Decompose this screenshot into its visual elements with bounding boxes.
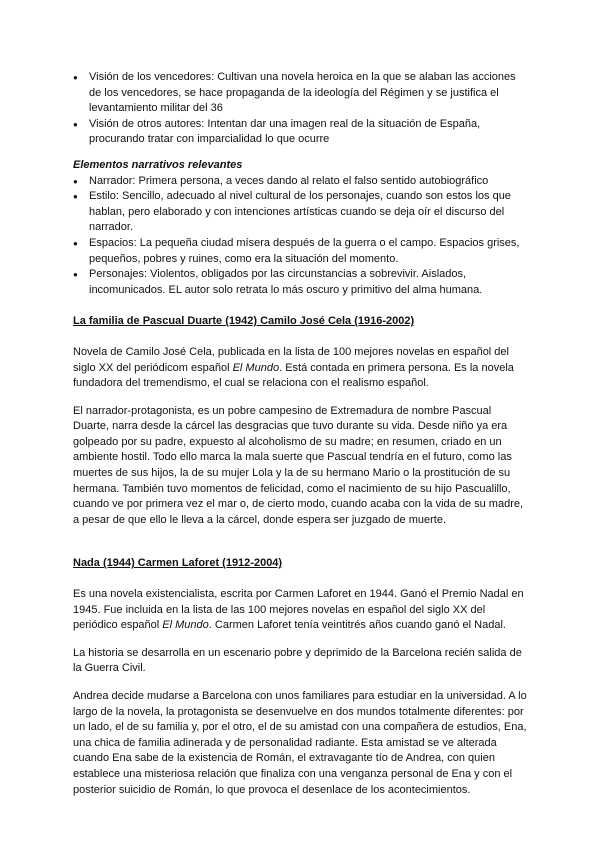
text-span: . Está contada en primera persona. Es la novela fundadora del tremendismo, el cual se relaciona con el realismo español.: [73, 361, 514, 390]
newspaper-name: El Mundo: [162, 619, 209, 632]
elementos-list: [73, 174, 528, 299]
vision-list: [73, 70, 528, 148]
pascual-title: La familia de Pascual Duarte (1942) Camilo José Cela (1916-2002): [73, 315, 415, 328]
nada-paragraph-3: Andrea decide mudarse a Barcelona con unos familiares para estudiar en la universidad. A lo largo de la novela, la protagonista se desenvuelve en dos mundos totalmente diferentes: por un lado, el de su familia y, por el otro, el de su amistad con una compañera de estudios, Ena, una chica de familia adinerada y de personalidad radiante. Esta amistad se ve alterada cuando Ena sabe de la existencia de Román, el extravagante tío de Andrea, con quien establece una misteriosa relación que finaliza con una venganza personal de Ena y con el posterior suicidio de Román, lo que provoca el desenlace de los acontecimientos.: [73, 690, 527, 796]
text-span: . Carmen Laforet tenía veintitrés años cuando ganó el Nadal.: [208, 619, 506, 632]
list-item: ● Estilo: Sencillo, adecuado al nivel cultural de los personajes, cuando son estos los que hablan, pero elaborado y con intenciones artísticas cuando se deja oír el discurso del narrador.: [73, 189, 528, 236]
pascual-paragraph-2: El narrador-protagonista, es un pobre campesino de Extremadura de nombre Pascual Duarte, narra desde la cárcel las desgracias que tuvo durante su vida. Desde niño ya era golpeado por su padre, expuesto al alcoholismo de su madre; en resumen, criado en un ambiente hostil. Todo ello marca la mala suerte que Pascual tendría en el futuro, como las muertes de sus hijos, la de su mujer Lola y la de su hermano Mario o la prostitución de su hermana. También tuvo momentos de felicidad, como el nacimiento de su hijo Pascualillo, cuando ve por primera vez el mar o, de cierto modo, cuando acaba con la vida de su madre, a pesar de que ello le lleva a la cárcel, donde espera ser juzgado de muerte.: [73, 404, 524, 526]
list-item: ● Narrador: Primera persona, a veces dando al relato el falso sentido autobiográfico: [73, 174, 528, 190]
elementos-heading: Elementos narrativos relevantes: [73, 158, 243, 171]
newspaper-name: El Mundo: [232, 361, 280, 374]
nada-paragraph-1: [73, 587, 528, 634]
text-span: Es una novela existencialista, escrita por Carmen Laforet en 1944. Ganó el Premio Nadal en 1945. Fue incluida en la lista de las 100 mejores novelas en español del siglo XX del periódico español: [73, 588, 524, 632]
nada-title: Nada (1944) Carmen Laforet (1912-2004): [73, 557, 283, 570]
pascual-paragraph-1: [73, 345, 528, 392]
list-item: ● Visión de otros autores: Intentan dar una imagen real de la situación de España, procurando tratar con imparcialidad lo que ocurre: [73, 117, 528, 148]
list-item: ● Personajes: Violentos, obligados por las circunstancias a sobrevivir. Aislados, incomunicados. EL autor solo retrata lo más oscuro y primitivo del alma humana.: [73, 267, 528, 298]
list-item: ● Espacios: La pequeña ciudad mísera después de la guerra o el campo. Espacios grises, pequeños, pobres y ruines, como era la situación del momento.: [73, 236, 528, 267]
page-content: [73, 70, 528, 798]
list-item: ● Visión de los vencedores: Cultivan una novela heroica en la que se alaban las acciones de los vencedores, se hace propaganda de la ideología del Régimen y se justifica el levantamiento militar del 36: [73, 70, 528, 117]
text-span: Novela de Camilo José Cela, publicada en la lista de 100 mejores novelas en español del siglo XX del periódicom español: [73, 345, 509, 374]
nada-paragraph-2: La historia se desarrolla en un escenario pobre y deprimido de la Barcelona recién salida de la Guerra Civil.: [73, 646, 522, 675]
